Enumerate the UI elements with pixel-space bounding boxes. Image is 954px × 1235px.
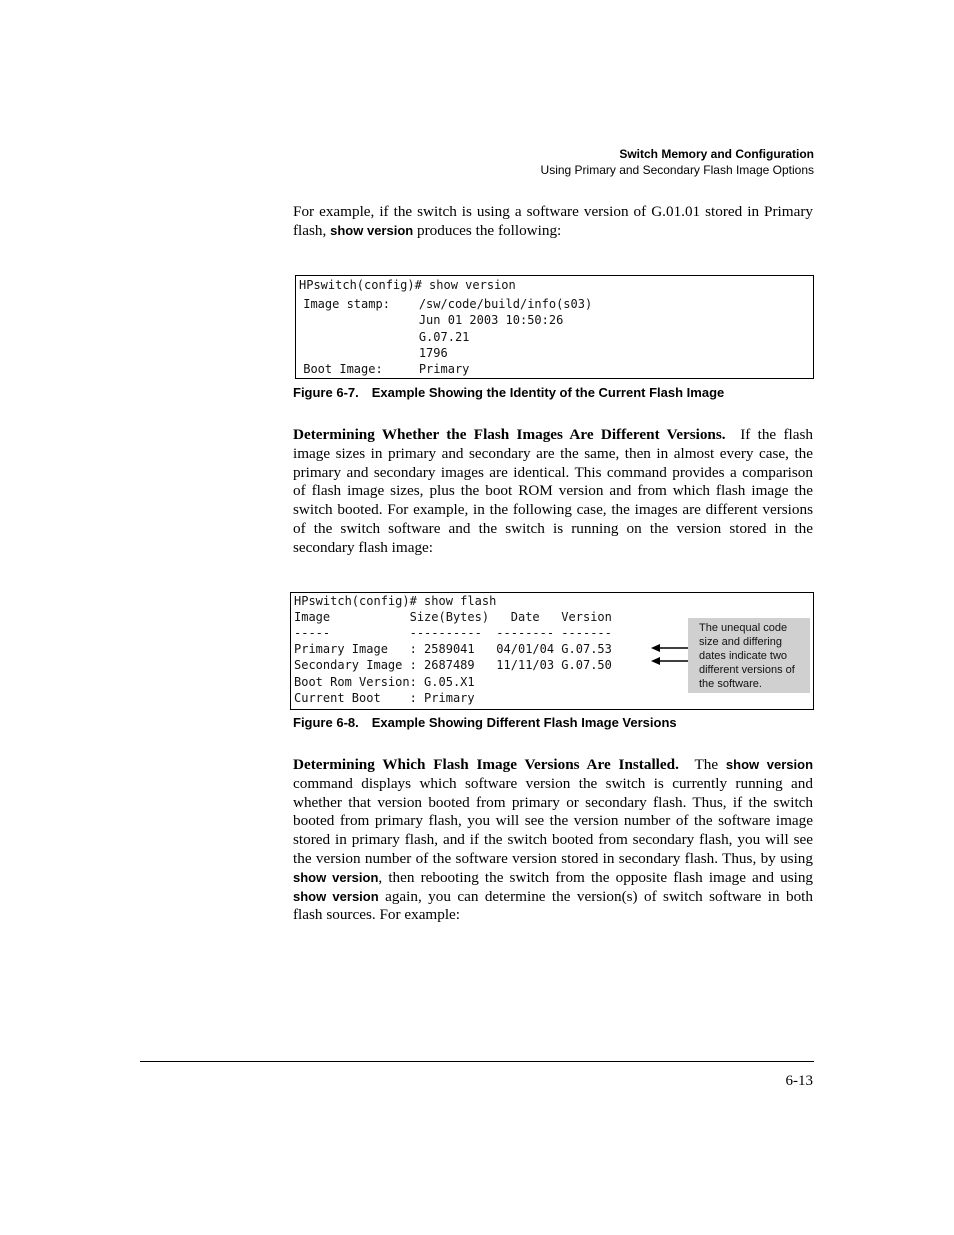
inline-command: show version [293, 869, 379, 885]
arrow-left-icon [651, 644, 660, 652]
terminal-line: Image Size(Bytes) Date Version [294, 610, 612, 624]
figure-caption: Figure 6-7. Example Showing the Identity of the Current Flash Image [293, 385, 725, 400]
inline-command: show version [330, 222, 414, 238]
terminal-line: ----- ---------- -------- ------- [294, 626, 612, 640]
page-number: 6-13 [785, 1073, 813, 1089]
intro-paragraph: For example, if the switch is using a software version of G.01.01 stored in Primary flash, show version produces the following: [293, 203, 813, 239]
section-heading: Determining Which Flash Image Versions Are Installed. [293, 756, 679, 773]
inline-command: show version [725, 757, 814, 772]
callout-arrows [651, 637, 691, 673]
terminal-line: Boot Image: Primary [296, 362, 470, 376]
arrow-left-icon [651, 657, 660, 665]
terminal-line: Boot Rom Version: G.05.X1 [294, 675, 475, 689]
terminal-line: HPswitch(config)# show version [299, 278, 516, 292]
running-header-subtitle: Using Primary and Secondary Flash Image Options [540, 163, 814, 177]
footer-rule [140, 1061, 814, 1062]
section-heading: Determining Whether the Flash Images Are Different Versions. [293, 426, 726, 443]
terminal-line: HPswitch(config)# show flash [294, 594, 497, 608]
section-paragraph: Determining Which Flash Image Versions Are Installed. The show version command displays which software version the switch is currently running and whether that version booted from primary or secondary flash. Thus, if the switch booted from primary flash, you will see the version number of the software image stored in primary flash, and if the switch booted from secondary flash, you will see the version number of the software version stored in secondary flash. Thus, by using show version, then rebooting the switch from the opposite flash image and using show version again, you can determine the version(s) of switch software in both flash sources. For example: [293, 756, 814, 924]
figure-caption: Figure 6-8. Example Showing Different Flash Image Versions [293, 715, 677, 730]
terminal-line: G.07.21 [296, 330, 470, 344]
inline-command: show version [293, 888, 379, 904]
callout-note: The unequal code size and differing dates indicate two different versions of the software. [688, 618, 810, 693]
section-paragraph: Determining Whether the Flash Images Are Different Versions. If the flash image sizes in primary and secondary are the same, then in almost every case, the primary and secondary images are identical. This command provides a comparison of flash image sizes, plus the boot ROM version and from which flash image the switch booted. For example, in the following case, the images are different versions of the switch software and the switch is running on the version stored in the secondary flash image: [293, 426, 813, 556]
terminal-show-flash [290, 592, 814, 710]
terminal-line: 1796 [296, 346, 448, 360]
terminal-line: Image stamp: /sw/code/build/info(s03) [296, 297, 593, 311]
running-header-title: Switch Memory and Configuration [619, 147, 814, 161]
terminal-line: Jun 01 2003 10:50:26 [296, 313, 564, 327]
terminal-line: Primary Image : 2589041 04/01/04 G.07.53 [294, 642, 612, 656]
terminal-line: Secondary Image : 2687489 11/11/03 G.07.50 [294, 658, 612, 672]
terminal-line: Current Boot : Primary [294, 691, 475, 705]
terminal-show-version [295, 275, 814, 379]
